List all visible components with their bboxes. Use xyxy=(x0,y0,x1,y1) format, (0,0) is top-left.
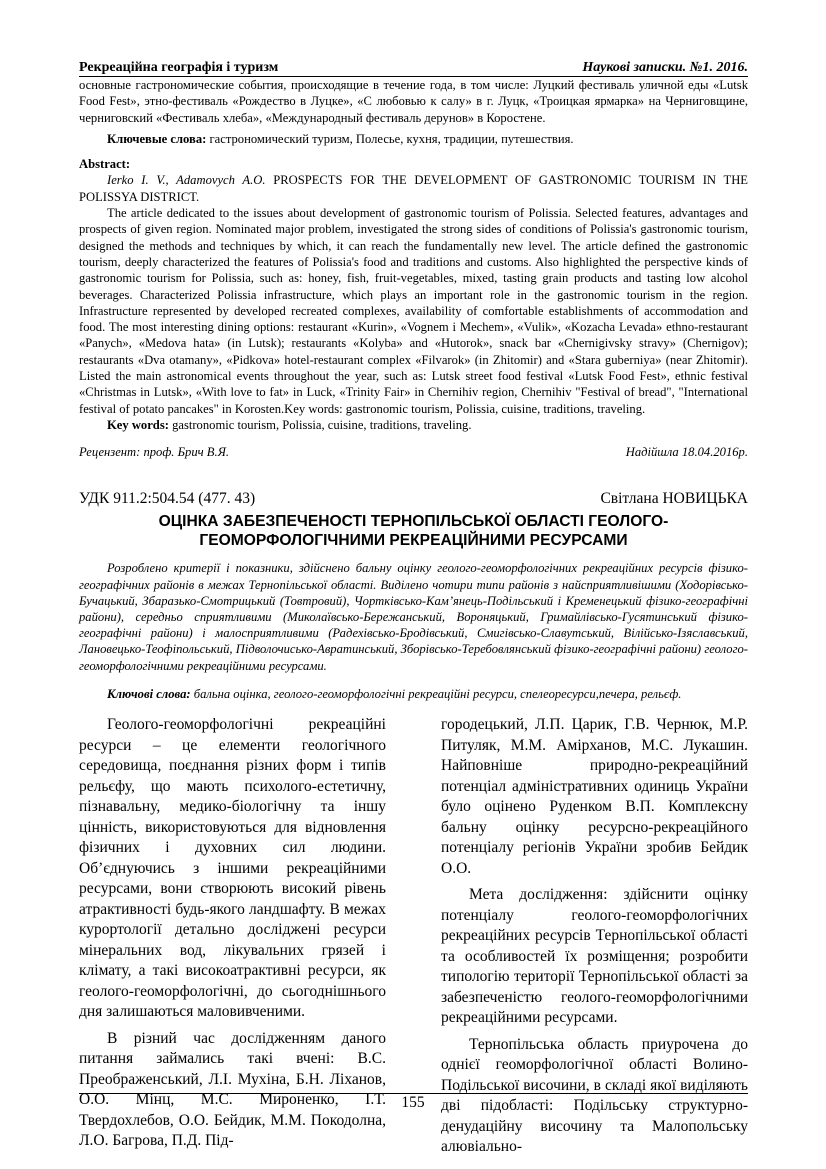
body-column-right xyxy=(441,715,748,1158)
page xyxy=(79,60,748,1158)
reviewer: Рецензент: проф. Брич В.Я. xyxy=(79,445,230,460)
article-title xyxy=(79,513,748,550)
article-keywords-text: бальна оцінка, геолого-геоморфологічні рекреаційні ресурси, спелеоресурси,печера, рельєф. xyxy=(190,687,682,702)
ru-keywords-text: гастрономический туризм, Полесье, кухня, традиции, путешествия. xyxy=(206,131,574,146)
abstract-heading: Abstract: xyxy=(79,157,131,172)
abstract-article-title: PROSPECTS FOR THE DEVELOPMENT OF GASTRONOMIC TOURISM IN THE POLISSYA DISTRICT. xyxy=(79,173,748,204)
header-journal-section: Рекреаційна географія і туризм xyxy=(79,60,279,75)
article-title-line-1: ОЦІНКА ЗАБЕЗПЕЧЕНОСТІ ТЕРНОПІЛЬСЬКОЇ ОБЛАСТІ ГЕОЛОГО- xyxy=(158,513,669,531)
body-paragraph: Мета дослідження: здійснити оцінку потенціалу геолого-геоморфологічних рекреаційних ресурсів Тернопільської області та особливостей їх розміщення; розробити типологію території Тернопільської області за забезпеченістю геолого-геоморфологічними рекреаційними ресурсами. xyxy=(441,886,748,1027)
abstract-authors: Ierko I. V., Adamovych A.O. xyxy=(107,173,266,188)
body-paragraph: Тернопільська область приурочена до однієї геоморфологічної області Волино-Подільської височини, в складі якої виділяють дві підобласті: Подільську структурно-денудаційну височину та Малопольську алювіально- xyxy=(441,1035,748,1156)
ru-keywords xyxy=(79,131,748,147)
ru-abstract-tail: основные гастрономические события, происходящие в течение года, в том числе: Луцкий фестиваль уличной еды «Lutsk Food Fest», этно-фестиваль «Рождество в Луцке», «С любовью к салу» в г. Луцк, «Троицкая ярмарка» на Черниговщине, черниговский «Фестиваль хлеба», «Международный фестиваль дерунов» в Коростене. xyxy=(79,78,748,125)
body-paragraph: В різний час дослідженням даного питання займались такі вчені: В.С. Преображенський, Л.І. Мухіна, Б.Н. Ліханов, О.О. Мінц, М.С. Мироненко, І.Т. Твердохлебов, О.О. Бейдик, М.М. Покодолна, Л.О. Багрова, П.Д. Під- xyxy=(79,1029,386,1150)
abstract-body: The article dedicated to the issues about development of gastronomic tourism of Polissia. Selected features, advantages and prospects of given region. Nominated major problem, investigated the strong sides of conditions of Polissia's gastronomic tourism, designed the methods and techniques by which, it can reach the fundamentally new level. The article defined the gastronomic tourism, deeply characterized the features of Polissia's food and traditions and customs. Also highlighted the perspective kinds of gastronomic tourism for Polissia, such as: honey, fish, fruit-vegetables, mixed, tasting grain products and tasting low alcohol beverages. Characterized Polissia infrastructure, which plays an important role in the gastronomic tourism in the region. Infrastructure represented by developed recreated complexes, availability of comfortable establishments of accommodation and food. The most interesting dining options: restaurant «Kurin», «Vognem i Mechem», «Vulik», «Kozacha Levada» ethno-restaurant «Panych», «Medova hata» (in Lutsk); restaurants «Kolyba» and «Hutorok», snack bar «Chernigivsky stravy» (Chernigov); restaurants «Dva otamany», «Pidkova» hotel-restaurant complex «Filvarok» (in Zhitomir) and «Stara guberniya» (near Zhitomir). Listed the main astronomical events throughout the year, such as: Lutsk street food festival «Lutsk Food Fest», ethnic festival «Christmas in Lutsk», «With love to fat» in Luck, «Trinity Fair» in Chernihiv region, Chernihiv "Festival of bread", "International festival of potato pancakes" in Korosten.Key words: gastronomic tourism, Polissia, cuisine, traditions, traveling. xyxy=(79,206,748,416)
body-column-left xyxy=(79,715,386,1158)
udc-code: УДК 911.2:504.54 (477. 43) xyxy=(79,490,256,508)
body-columns xyxy=(79,715,748,1158)
page-number: 155 xyxy=(401,1094,425,1111)
running-header xyxy=(79,60,748,77)
received-date: Надійшла 18.04.2016р. xyxy=(625,445,748,460)
article-keywords-label: Ключові слова: xyxy=(107,687,191,702)
udc-author-row xyxy=(79,490,748,508)
article-author: Світлана НОВИЦЬКА xyxy=(600,490,748,508)
en-keywords-text: gastronomic tourism, Polissia, cuisine, traditions, traveling. xyxy=(168,417,472,432)
review-line xyxy=(79,444,748,460)
body-paragraph: городецький, Л.П. Царик, Г.В. Чернюк, М.Р. Питуляк, М.М. Амірханов, М.С. Лукашин. Найповніше природно-рекреаційний потенціал адміністративних одиниць України було оцінено Руденком В.П. Комплексну бальну оцінку ресурсно-рекреаційного потенціалу регіонів України зробив Бейдик О.О. xyxy=(441,716,748,877)
en-keywords xyxy=(79,417,748,433)
en-keywords-label: Key words: xyxy=(107,417,169,432)
body-paragraph: Геолого-геоморфологічні рекреаційні ресурси – це елементи геологічного середовища, поєднання різних форм і типів рельєфу, що мають психолого-естетичну, пізнавальну, медико-біологічну та іншу цінність, використовуються для відновлення фізичних і духовних сил людини. Об’єднуючись з іншими рекреаційними ресурсами, вони створюють високий рівень атрактивності будь-якого ландшафту. В межах курортології детально досліджені ресурси мінеральних вод, лікувальних грязей і клімату, а такі високоатрактивні ресурси, як геолого-геоморфологічні, до сьогоднішнього дня залишаються маловивченими. xyxy=(79,716,386,1021)
article-title-line-2: ГЕОМОРФОЛОГІЧНИМИ РЕКРЕАЦІЙНИМИ РЕСУРСАМИ xyxy=(199,531,628,549)
ru-keywords-label: Ключевые слова: xyxy=(107,131,207,146)
header-issue: Наукові записки. №1. 2016. xyxy=(582,60,748,75)
abstract-title xyxy=(79,172,748,205)
article-annotation: Розроблено критерії і показники, здійснено бальну оцінку геолого-геоморфологічних рекреаційних ресурсів фізико-географічних районів в межах Тернопільської області. Виділено чотири типи районів з найсприятливішими (Ходорівсько-Бучацький, Збаразько-Смотрицький (Товтровий), Чортківсько-Кам’янець-Подільський і Кременецький фізико-географічні райони), середньо сприятливими (Миколаївсько-Бережанський, Вороняцький, Гримайлівсько-Гусятинський фізико-географічні райони) і малосприятливими (Радехівсько-Бродівський, Смигівсько-Славутський, Вілійсько-Ізяславський, Лановецько-Теофіпольський, Підволочисько-Авратинський, Зборівсько-Теребовлянський фізико-географічні райони) геолого-геоморфологічними рекреаційними ресурсами. xyxy=(79,561,748,673)
article-keywords xyxy=(79,686,748,702)
